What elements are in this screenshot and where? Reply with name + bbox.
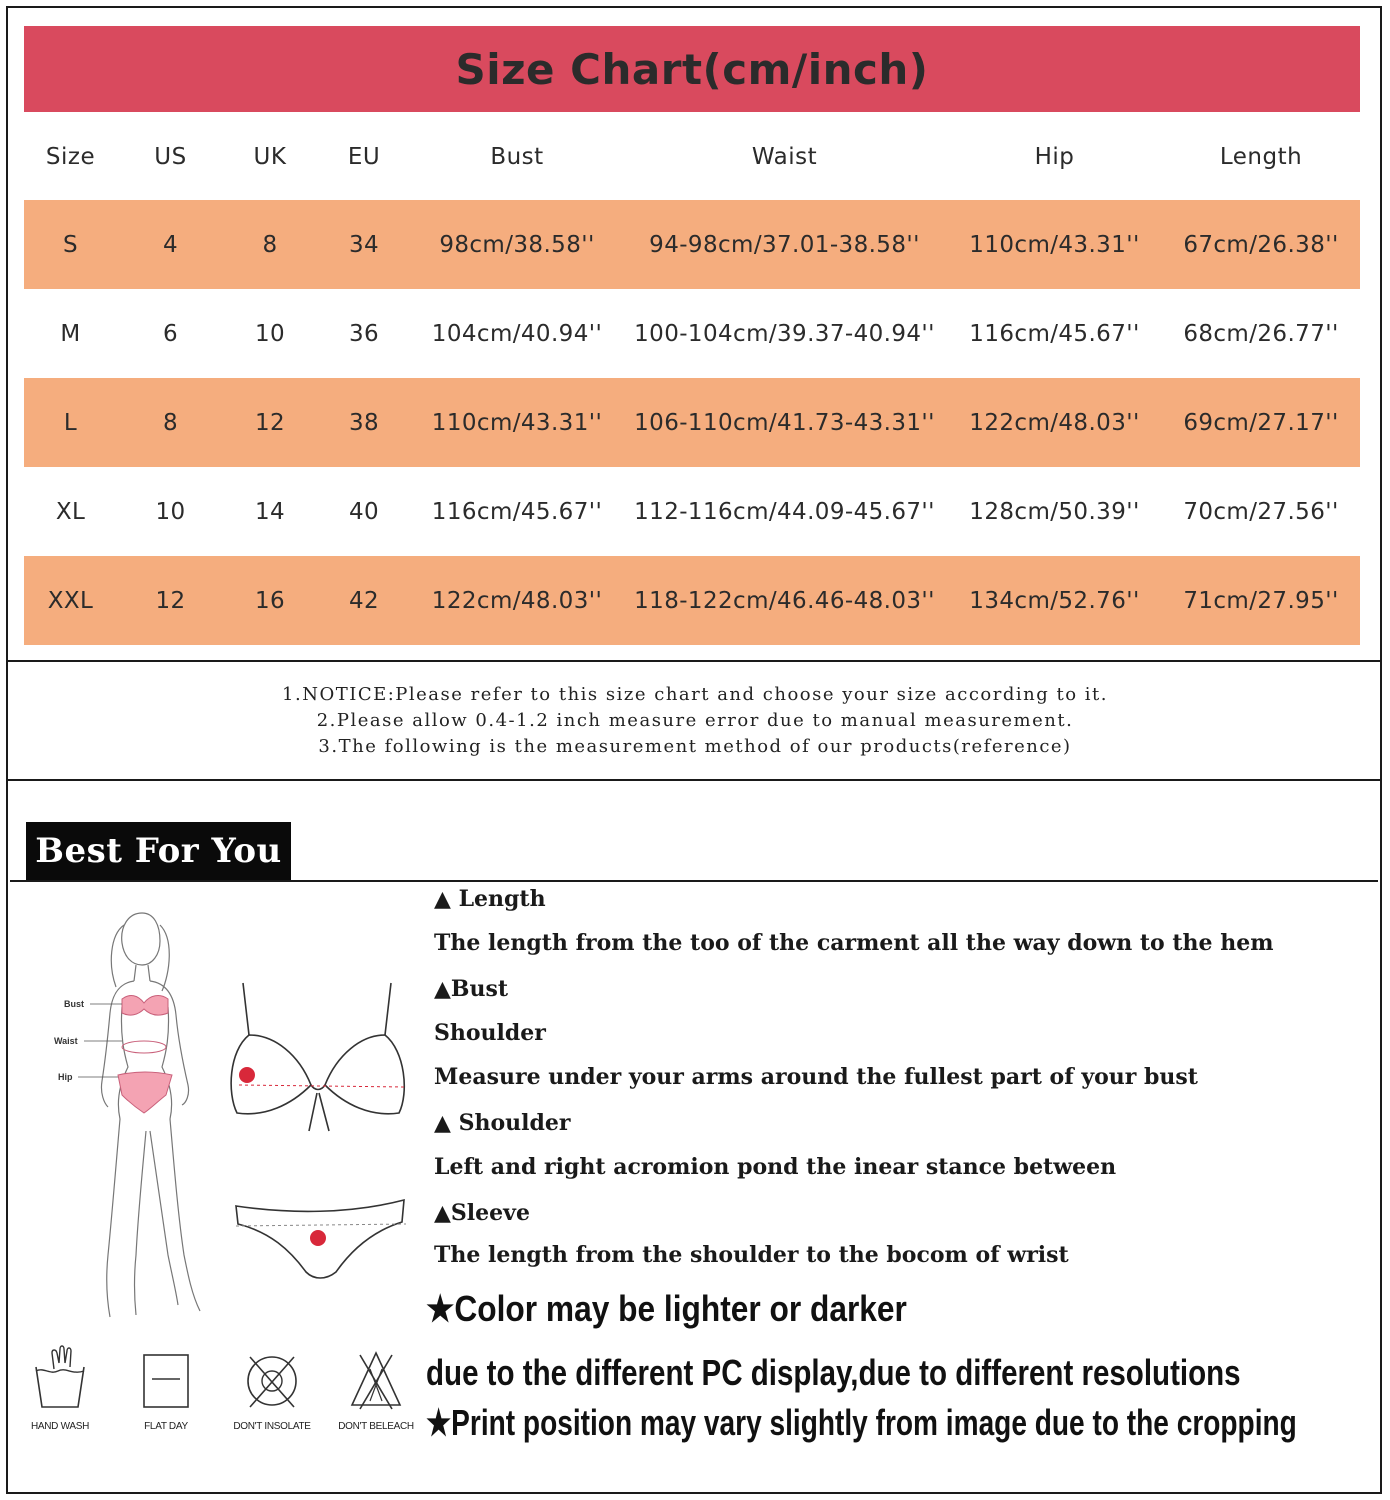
table-cell: 10: [155, 498, 186, 525]
table-cell: 10: [254, 320, 286, 347]
measure-heading-bust: ▲Bust: [434, 976, 509, 1002]
care-label: FLAT DAY: [144, 1421, 188, 1432]
do-not-insolate-icon: [242, 1345, 302, 1415]
care-label: HAND WASH: [30, 1421, 90, 1432]
care-do-not-bleach: [326, 1345, 426, 1432]
table-row: [24, 467, 1360, 556]
table-cell: L: [24, 378, 117, 467]
section-divider: [6, 660, 1382, 662]
table-cell: 6: [162, 320, 179, 347]
table-cell: 116cm/45.67'': [431, 498, 603, 525]
table-cell: 98cm/38.58'': [412, 200, 622, 289]
measure-heading-shoulder: ▲ Shoulder: [434, 1110, 571, 1136]
header-hip: Hip: [1034, 144, 1075, 170]
table-cell: 70cm/27.56'': [1183, 498, 1339, 525]
table-cell: 68cm/26.77'': [1183, 320, 1339, 347]
header-bust: Bust: [490, 144, 544, 170]
table-cell: 36: [348, 320, 380, 347]
table-cell: S: [24, 200, 117, 289]
header-length: Length: [1219, 144, 1303, 170]
size-chart-title: Size Chart(cm/inch): [455, 44, 929, 94]
notice-line: 2.Please allow 0.4-1.2 inch measure error due to manual measurement.: [316, 710, 1074, 731]
table-cell: 69cm/27.17'': [1162, 378, 1360, 467]
table-cell: M: [60, 320, 81, 347]
do-not-bleach-icon: [346, 1345, 406, 1415]
figure-label-waist: Waist: [54, 1036, 78, 1046]
table-cell: 104cm/40.94'': [431, 320, 603, 347]
table-cell: 118-122cm/46.46-48.03'': [622, 556, 947, 645]
figure-label-hip: Hip: [58, 1072, 73, 1082]
table-cell: 67cm/26.38'': [1162, 200, 1360, 289]
figure-label-bust: Bust: [64, 999, 84, 1009]
table-cell: XL: [55, 498, 86, 525]
body-figure-illustration: [50, 895, 230, 1335]
header-us: US: [154, 144, 187, 170]
table-cell: 106-110cm/41.73-43.31'': [622, 378, 947, 467]
table-row: [24, 556, 1360, 645]
table-cell: 128cm/50.39'': [969, 498, 1140, 525]
best-for-you-underline: [10, 880, 1378, 882]
table-header-row: [24, 114, 1360, 200]
size-table: [24, 114, 1360, 645]
table-cell: 12: [117, 556, 224, 645]
table-cell: 122cm/48.03'': [947, 378, 1162, 467]
table-cell: 40: [348, 498, 380, 525]
size-chart-title-bar: [24, 26, 1360, 112]
measure-text-sleeve: The length from the shoulder to the bocom of wrist: [434, 1242, 1069, 1268]
table-cell: 71cm/27.95'': [1162, 556, 1360, 645]
measure-subheading-shoulder: Shoulder: [434, 1020, 546, 1046]
section-divider: [6, 779, 1382, 781]
table-cell: 42: [316, 556, 412, 645]
table-cell: 94-98cm/37.01-38.58'': [622, 200, 947, 289]
table-cell: 8: [117, 378, 224, 467]
notice-block: [0, 682, 1390, 760]
table-cell: 100-104cm/39.37-40.94'': [634, 320, 935, 347]
header-eu: EU: [347, 144, 381, 170]
table-cell: 34: [316, 200, 412, 289]
measure-heading-sleeve: ▲Sleeve: [434, 1200, 530, 1226]
table-cell: 4: [117, 200, 224, 289]
care-hand-wash: [10, 1345, 110, 1432]
care-do-not-insolate: [222, 1345, 322, 1432]
table-cell: XXL: [24, 556, 117, 645]
disclaimer-color: ★Color may be lighter or darker: [426, 1288, 907, 1329]
table-cell: 14: [254, 498, 286, 525]
disclaimer-display: due to the different PC display,due to different resolutions: [426, 1352, 1241, 1393]
notice-line: 3.The following is the measurement method of our products(reference): [318, 736, 1072, 757]
table-row: [24, 200, 1360, 289]
notice-line: 1.NOTICE:Please refer to this size chart and choose your size according to it.: [282, 684, 1108, 705]
table-cell: 116cm/45.67'': [969, 320, 1140, 347]
care-label: DON'T INSOLATE: [233, 1421, 311, 1432]
table-cell: 112-116cm/44.09-45.67'': [634, 498, 935, 525]
measure-text-bust: Measure under your arms around the fullest part of your bust: [434, 1064, 1198, 1090]
best-for-you-label: [26, 822, 291, 880]
table-cell: 122cm/48.03'': [412, 556, 622, 645]
measure-heading-length: ▲ Length: [434, 886, 546, 912]
table-cell: 38: [316, 378, 412, 467]
header-waist: Waist: [751, 144, 818, 170]
table-cell: 110cm/43.31'': [947, 200, 1162, 289]
measure-text-shoulder: Left and right acromion pond the inear stance between: [434, 1154, 1117, 1180]
bikini-bottom-diagram: [230, 1192, 410, 1282]
care-flat-dry: [116, 1345, 216, 1432]
measure-text-length: The length from the too of the carment all the way down to the hem: [434, 930, 1274, 956]
best-for-you-text: Best For You: [35, 831, 282, 871]
table-cell: 110cm/43.31'': [412, 378, 622, 467]
header-uk: UK: [253, 144, 287, 170]
hand-wash-icon: [30, 1345, 90, 1415]
table-cell: 12: [224, 378, 316, 467]
care-label: DON'T BELEACH: [338, 1421, 414, 1432]
disclaimer-print-position: ★Print position may vary slightly from image due to the cropping: [426, 1402, 1297, 1443]
table-row: [24, 289, 1360, 378]
table-cell: 134cm/52.76'': [947, 556, 1162, 645]
table-row: [24, 378, 1360, 467]
bikini-top-diagram: [225, 975, 415, 1145]
table-cell: 8: [224, 200, 316, 289]
flat-dry-icon: [136, 1345, 196, 1415]
header-size: Size: [45, 144, 96, 170]
table-cell: 16: [224, 556, 316, 645]
